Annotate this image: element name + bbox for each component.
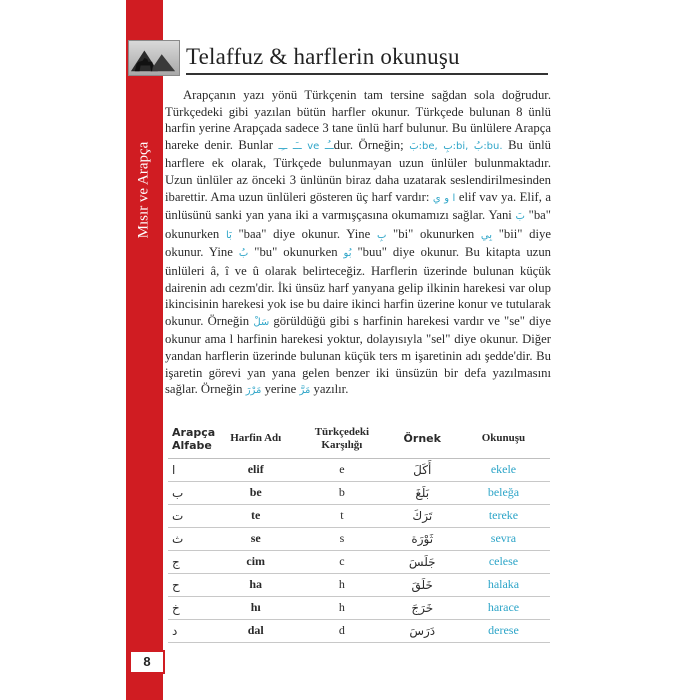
- turkish-equivalent: h: [296, 573, 387, 596]
- example-word: خَرَجَ: [388, 596, 457, 619]
- col-header-reading: Okunuşu: [457, 420, 550, 458]
- arabic-letter: ت: [168, 504, 215, 527]
- reading: harace: [457, 596, 550, 619]
- turkish-equivalent: s: [296, 527, 387, 550]
- example-word: ثَوْرَة: [388, 527, 457, 550]
- col-header-turkish: Türkçedeki Karşılığı: [296, 420, 387, 458]
- hareke-examples: ــَـ ــِـ ve ــُـ: [278, 140, 334, 152]
- table-row: [168, 527, 550, 550]
- alphabet-table: [168, 420, 550, 643]
- col-header-example: Örnek: [388, 420, 457, 458]
- turkish-equivalent: c: [296, 550, 387, 573]
- example-word: أَكَلَ: [388, 458, 457, 481]
- turkish-equivalent: d: [296, 619, 387, 642]
- example-word: خَلَقَ: [388, 573, 457, 596]
- long-vowel-letters: ا و ي: [432, 192, 456, 204]
- arabic-letter: ا: [168, 458, 215, 481]
- arabic-letter: ح: [168, 573, 215, 596]
- reading: tereke: [457, 504, 550, 527]
- reading: sevra: [457, 527, 550, 550]
- table-row: [168, 573, 550, 596]
- arabic-letter: ب: [168, 481, 215, 504]
- table-header-row: [168, 420, 550, 458]
- chapter-sidebar: [126, 0, 163, 700]
- turkish-equivalent: t: [296, 504, 387, 527]
- reading: beleğa: [457, 481, 550, 504]
- table-row: [168, 504, 550, 527]
- turkish-equivalent: h: [296, 596, 387, 619]
- table-row: [168, 596, 550, 619]
- page-title: Telaffuz & harflerin okunuşu: [186, 44, 460, 69]
- arabic-letter: ج: [168, 550, 215, 573]
- table-row: [168, 550, 550, 573]
- arabic-letter: ث: [168, 527, 215, 550]
- turkish-equivalent: b: [296, 481, 387, 504]
- table-row: [168, 619, 550, 642]
- turkish-equivalent: e: [296, 458, 387, 481]
- table-row: [168, 458, 550, 481]
- title-underline: [186, 73, 548, 75]
- letter-name: dal: [215, 619, 296, 642]
- example-word: دَرَسَ: [388, 619, 457, 642]
- reading: derese: [457, 619, 550, 642]
- be-bi-bu-examples: بَ:be, بِ:bi, بُ:bu.: [409, 140, 503, 152]
- letter-name: be: [215, 481, 296, 504]
- reading: ekele: [457, 458, 550, 481]
- example-word: جَلَسَ: [388, 550, 457, 573]
- letter-name: cim: [215, 550, 296, 573]
- page-number: 8: [131, 650, 165, 674]
- arabic-letter: د: [168, 619, 215, 642]
- reading: celese: [457, 550, 550, 573]
- col-header-arabic: Arapça Alfabe: [168, 420, 215, 458]
- letter-name: se: [215, 527, 296, 550]
- body-paragraph: Arapçanın yazı yönü Türkçenin tam tersine sağdan sola doğrudur. Türkçedeki gibi yazılan bütün harfler okunur. Türkçede bulunan 8 ünlü harfin yerine Arapçada sadece 3 tane ünlü harf bulunur. Bu ünlülere Arapça hareke denir. Bunlar ــَـ ــِـ ve ــُـdur. Örneğin; بَ:be, بِ:bi, بُ:bu. Bu ünlü harflere ek olarak, Türkçede bulunmayan uzun ünlüler bulunmaktadır. Uzun ünlüler az önceki 3 ünlünün biraz daha uzatarak seslendirilmesinden ibarettir. Ama uzun ünlüleri gösteren üç harf vardır: ا و ي elif vav ya. Elif, a ünlüsünü sanki yan yana iki a varmışçasına okumamızı sağlar. Yani بَ "ba" okunurken بَا "baa" diye okunur. Yine بِ "bi" okunurken بِي "bii" diye okunur. Yine بُ "bu" okunurken بُو "buu" diye okunur. Bu kitapta uzun ünlüleri â, î ve û olarak belirteceğiz. Harflerin üzerinde bulunan küçük dairenin adı cezm'dir. İki ünsüz harf yanyana gelip ilkinin harekesi var olup ikincisinin harekesi yok ise bu daire ikinci harfin üzerine konur ve tutularak okunur. Örneğin سَلْ görüldüğü gibi s harfinin harekesi vardır ve "se" diye okunur ama l harfinin harekesi yoktur, dolayısıyla "sel" diye okunur. Diğer yandan harflerin üzerinde bulunan küçük ters m işaretinin adı şedde'dir. Bu işaretin görevi yan yana gelen benzer iki ünsüzün bir defa yazılmasını sağlar. Örneğin مَرْرَ yerine مَرَّ yazılır.: [165, 88, 552, 397]
- letter-name: elif: [215, 458, 296, 481]
- table-row: [168, 481, 550, 504]
- chapter-label: Mısır ve Arapça: [135, 141, 152, 239]
- example-word: تَرَكَ: [388, 504, 457, 527]
- reading: halaka: [457, 573, 550, 596]
- arabic-letter: خ: [168, 596, 215, 619]
- example-word: بَلَغَ: [388, 481, 457, 504]
- letter-name: ha: [215, 573, 296, 596]
- col-header-name: Harfin Adı: [215, 420, 296, 458]
- letter-name: hı: [215, 596, 296, 619]
- pyramids-camel-image: [128, 40, 180, 76]
- letter-name: te: [215, 504, 296, 527]
